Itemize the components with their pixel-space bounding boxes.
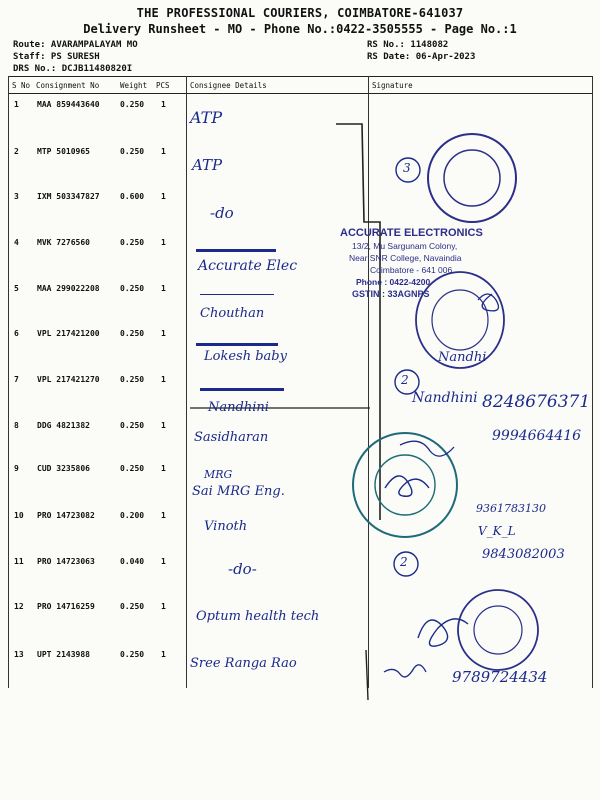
row-consignment-no: CUD 3235806 [37,464,90,473]
row-pcs: 1 [161,421,166,430]
row-weight: 0.250 [120,421,145,430]
row-sno: 1 [14,100,19,109]
handwritten-sree-ranga-rao: Sree Ranga Rao [190,656,297,671]
signature-vkl: V_K_L [478,524,516,538]
accurate-stamp-address-2: Near SNR College, Navaindia [349,253,462,263]
accurate-stamp-gstin: GSTIN : 33AGNPS [352,289,430,299]
handwritten-optum: Optum health tech [196,609,320,624]
circled-number-2a: 2 [401,373,409,387]
row-sno: 9 [14,464,19,473]
row-sno: 10 [14,511,24,520]
circled-number-3: 3 [403,161,411,175]
handwritten-lokesh: Lokesh baby [204,349,287,364]
row-consignment-no: VPL 217421270 [37,375,100,384]
row-weight: 0.250 [120,329,145,338]
row-sno: 7 [14,375,19,384]
handwritten-sai-mrg: Sai MRG Eng. [192,484,285,499]
row-consignment-no: MAA 299022208 [37,284,100,293]
row-weight: 0.250 [120,100,145,109]
row-consignment-no: PRO 14723063 [37,557,95,566]
handwritten-mrg: MRG [204,468,233,481]
col-header-weight: Weight [120,81,148,90]
strikeout-row5 [200,294,274,295]
row-pcs: 1 [161,100,166,109]
row-consignment-no: MVK 7276560 [37,238,90,247]
row-pcs: 1 [161,375,166,384]
handwritten-atp-1: ATP [190,108,223,127]
row-weight: 0.250 [120,602,145,611]
row-pcs: 1 [161,238,166,247]
row-weight: 0.200 [120,511,145,520]
row-weight: 0.250 [120,147,145,156]
accurate-stamp-name: ACCURATE ELECTRONICS [340,227,483,239]
row-weight: 0.250 [120,375,145,384]
circled-number-2b: 2 [400,555,408,569]
strikeout-row6 [196,343,278,346]
row-weight: 0.600 [120,192,145,201]
row-pcs: 1 [161,650,166,659]
handwritten-accurate: Accurate Elec [198,258,298,274]
row-pcs: 1 [161,511,166,520]
col-header-sno: S No [12,81,31,90]
staff-field: Staff: PS SURESH [13,52,100,62]
accurate-stamp-address-3: Coimbatore - 641 006 [370,265,453,275]
row-sno: 3 [14,192,19,201]
col-header-pcs: PCS [156,81,170,90]
row-sno: 2 [14,147,19,156]
col-header-consignee: Consignee Details [190,81,267,90]
row-pcs: 1 [161,329,166,338]
row-weight: 0.250 [120,650,145,659]
company-title: THE PROFESSIONAL COURIERS, COIMBATORE-641037 [136,6,464,20]
phone-number-1: 8248676371 [482,392,591,412]
drs-number-field: DRS No.: DCJB11480820I [13,64,133,74]
row-sno: 6 [14,329,19,338]
col-header-signature: Signature [372,81,413,90]
row-sno: 4 [14,238,19,247]
phone-number-3: 9361783130 [476,502,546,515]
handwritten-chouthan: Chouthan [200,306,265,321]
phone-number-2: 9994664416 [492,428,582,444]
row-weight: 0.040 [120,557,145,566]
handwritten-do-2: -do- [228,560,257,578]
row-pcs: 1 [161,464,166,473]
handwritten-do-1: -do [210,204,234,222]
row-pcs: 1 [161,602,166,611]
rs-date-field: RS Date: 06-Apr-2023 [367,52,476,62]
handwritten-vinoth: Vinoth [204,519,248,534]
accurate-stamp-phone: Phone : 0422-4200 [356,277,431,287]
row-weight: 0.250 [120,238,145,247]
route-field: Route: AVARAMPALAYAM MO [13,40,138,50]
row-consignment-no: UPT 2143988 [37,650,90,659]
phone-number-4: 9843082003 [482,547,565,562]
row-consignment-no: MAA 859443640 [37,100,100,109]
handwritten-atp-2: ATP [192,156,223,174]
row-consignment-no: DDG 4821382 [37,421,90,430]
row-sno: 12 [14,602,24,611]
signature-nandhini: Nandhini [412,390,478,406]
row-consignment-no: PRO 14723082 [37,511,95,520]
handwritten-nandhini: Nandhini [208,400,269,415]
runsheet-subtitle: Delivery Runsheet - MO - Phone No.:0422-3505555 - Page No.:1 [83,22,517,36]
phone-number-5: 9789724434 [452,668,548,686]
row-sno: 8 [14,421,19,430]
row-pcs: 1 [161,557,166,566]
row-sno: 13 [14,650,24,659]
row-weight: 0.250 [120,284,145,293]
row-weight: 0.250 [120,464,145,473]
row-pcs: 1 [161,192,166,201]
rs-number-field: RS No.: 1148082 [367,40,449,50]
row-pcs: 1 [161,284,166,293]
strikeout-row7 [200,388,284,391]
row-sno: 5 [14,284,19,293]
accurate-stamp-address-1: 13/2, Mu Sargunam Colony, [352,241,458,251]
row-consignment-no: IXM 503347827 [37,192,100,201]
row-sno: 11 [14,557,24,566]
handwritten-sasidharan: Sasidharan [194,430,269,445]
strikeout-row4 [196,249,276,252]
row-pcs: 1 [161,147,166,156]
col-header-consignment: Consignment No [36,81,100,90]
signature-nandhi: Nandhi [438,350,487,365]
row-consignment-no: MTP 5010965 [37,147,90,156]
row-consignment-no: PRO 14716259 [37,602,95,611]
row-consignment-no: VPL 217421200 [37,329,100,338]
